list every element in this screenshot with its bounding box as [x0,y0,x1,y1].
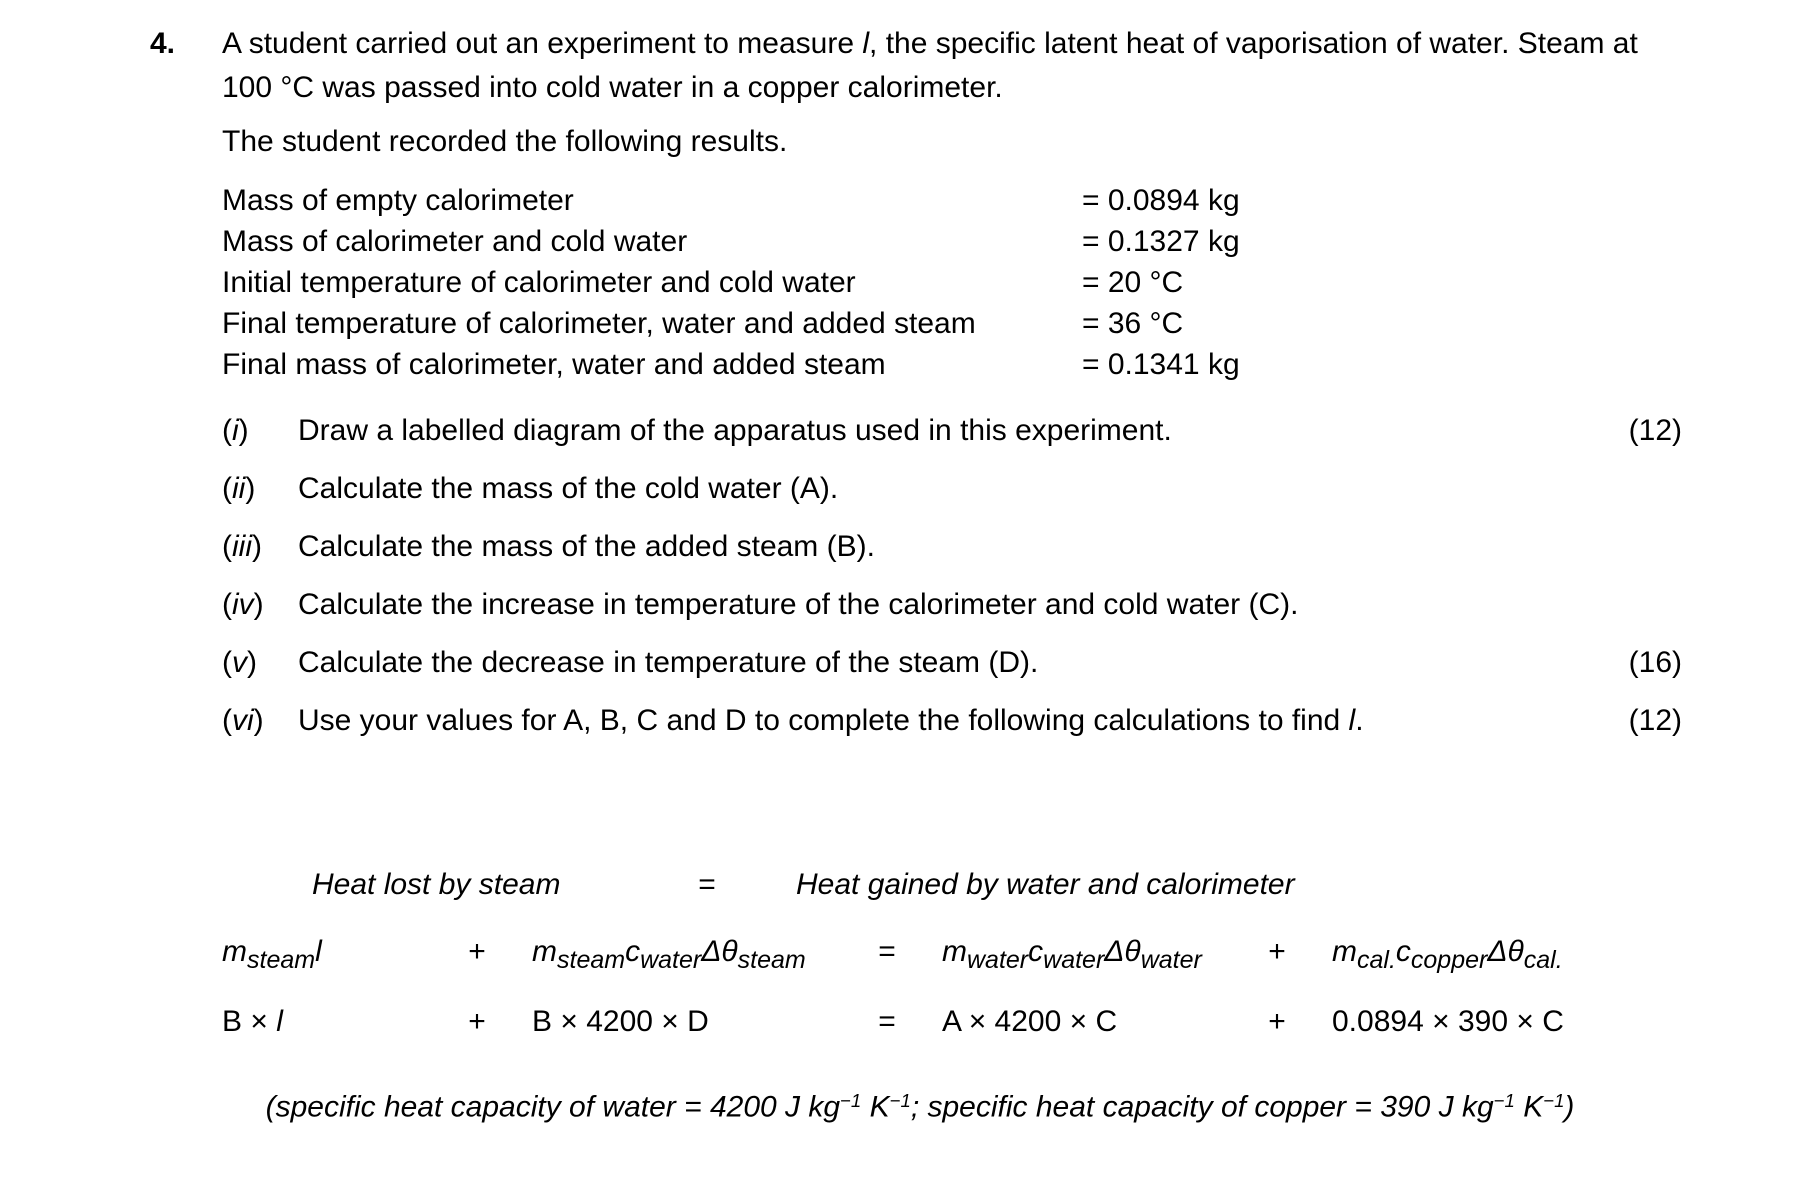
subquestion-roman: (iv) [222,588,264,621]
subquestion-i [222,410,1682,452]
c-water-subscript: water [1043,946,1105,974]
subquestion-iv [222,584,1682,626]
intro-part-two: , the specific latent heat of vaporisation of water. Steam at 100 °C was passed into cold water in a copper calorimeter. [222,27,1638,104]
plus-operator-two: + [1268,935,1286,968]
footnote-open: (specific heat capacity of water = 4200 J kg [265,1090,841,1124]
term-m-steam-c-water-dtheta [532,935,832,975]
subquestion-ii [222,468,1682,510]
m-cal-subscript: cal. [1357,946,1396,974]
subquestion-text: Calculate the mass of the added steam (B). [298,530,875,563]
footnote-exponent-two: −1 [889,1090,911,1111]
subquestion-text: Draw a labelled diagram of the apparatus used in this experiment. [298,414,1172,447]
numeric-plus-two: + [1268,1005,1286,1038]
result-label: Mass of calorimeter and cold water [222,225,688,258]
question-header [150,22,1680,110]
subquestion-roman: (vi) [222,704,264,737]
numeric-equals: = [878,1005,896,1038]
m-symbol: m [942,935,967,968]
numeric-term-b-4200-d: B × 4200 × D [532,1005,709,1038]
m-steam-subscript: steam [557,946,626,974]
equation-symbolic-row [222,935,1692,975]
result-value: = 0.1327 kg [1082,225,1240,258]
table-row [222,303,1342,344]
numeric-plus-one: + [468,1005,486,1038]
results-table [222,180,1342,385]
table-row [222,221,1342,262]
result-label: Final mass of calorimeter, water and added steam [222,348,886,381]
numeric-term-a-4200-c: A × 4200 × C [942,1005,1118,1038]
intro-part-one: A student carried out an experiment to measure [222,27,863,60]
l-symbol: l [315,935,322,968]
result-label: Mass of empty calorimeter [222,184,574,217]
c-symbol: c [1395,935,1411,968]
result-value: = 20 °C [1082,266,1184,299]
result-label: Initial temperature of calorimeter and cold water [222,266,856,299]
footnote-mid-one: K [861,1090,890,1124]
equation-numeric-row [222,1005,1692,1039]
subquestion-marks: (12) [1628,414,1682,447]
c-symbol: c [1028,935,1044,968]
c-copper-subscript: copper [1410,946,1488,974]
c-water-subscript: water [640,946,702,974]
equation-equals-header: = [698,868,716,901]
footnote-mid-three: K [1514,1090,1544,1124]
result-value: = 0.0894 kg [1082,184,1240,217]
footnote-exponent-four: −1 [1543,1090,1565,1111]
theta-cal-subscript: cal. [1523,946,1563,974]
equation-equals-symbolic: = [878,935,896,968]
subquestion-roman: (i) [222,414,249,447]
results-intro: The student recorded the following results. [222,125,788,158]
l-symbol: l [276,1005,283,1038]
subquestion-roman: (iii) [222,530,262,563]
l-symbol: l [1348,704,1356,737]
table-row [222,344,1342,385]
subquestion-text: Calculate the increase in temperature of the calorimeter and cold water (C). [298,588,1299,621]
subquestion-marks: (16) [1628,646,1682,679]
term-m-water-c-water-dtheta [942,935,1222,975]
footnote-exponent-three: −1 [1493,1090,1515,1111]
m-symbol: m [532,935,557,968]
b-times-label: B × [222,1005,277,1038]
table-row [222,180,1342,221]
equation-header-row [222,868,1682,902]
m-steam-subscript: steam [247,946,316,974]
footnote-close: ) [1564,1090,1575,1124]
question-intro-text [222,22,1680,110]
plus-operator-one: + [468,935,486,968]
delta-theta-symbol: Δθ [1487,935,1524,968]
term-m-cal-c-copper-dtheta [1332,935,1692,975]
delta-theta-symbol: Δθ [1104,935,1141,968]
table-row [222,262,1342,303]
numeric-term-calorimeter: 0.0894 × 390 × C [1332,1005,1564,1038]
numeric-term-b-l [222,1005,422,1039]
subquestion-roman: (v) [222,646,257,679]
question-number: 4. [150,27,176,60]
result-value: = 36 °C [1082,307,1184,340]
theta-steam-subscript: steam [737,946,806,974]
heat-lost-label: Heat lost by steam [312,868,561,901]
term-m-steam-l [222,935,422,975]
footnote-mid-two: ; specific heat capacity of copper = 390 J kg [910,1090,1494,1124]
subquestion-vi-sentence: Use your values for A, B, C and D to complete the following calculations to find l. [298,704,1364,737]
c-symbol: c [625,935,641,968]
subquestion-text: Calculate the mass of the cold water (A). [298,472,839,505]
subquestion-marks: (12) [1628,704,1682,737]
m-symbol: m [1332,935,1357,968]
theta-water-subscript: water [1140,946,1202,974]
subquestion-iii [222,526,1682,568]
result-value: = 0.1341 kg [1082,348,1240,381]
subquestion-text [298,700,1629,742]
heat-gained-label: Heat gained by water and calorimeter [796,868,1295,901]
latent-heat-symbol: l [862,27,870,60]
m-water-subscript: water [967,946,1029,974]
result-label: Final temperature of calorimeter, water and added steam [222,307,976,340]
subquestion-text: Calculate the decrease in temperature of the steam (D). [298,646,1039,679]
m-symbol: m [222,935,247,968]
subquestion-vi [222,700,1682,742]
footnote-exponent-one: −1 [840,1090,862,1111]
subquestion-v [222,642,1682,684]
subquestion-roman: (ii) [222,472,256,505]
delta-theta-symbol: Δθ [701,935,738,968]
constants-footnote [150,1090,1690,1125]
